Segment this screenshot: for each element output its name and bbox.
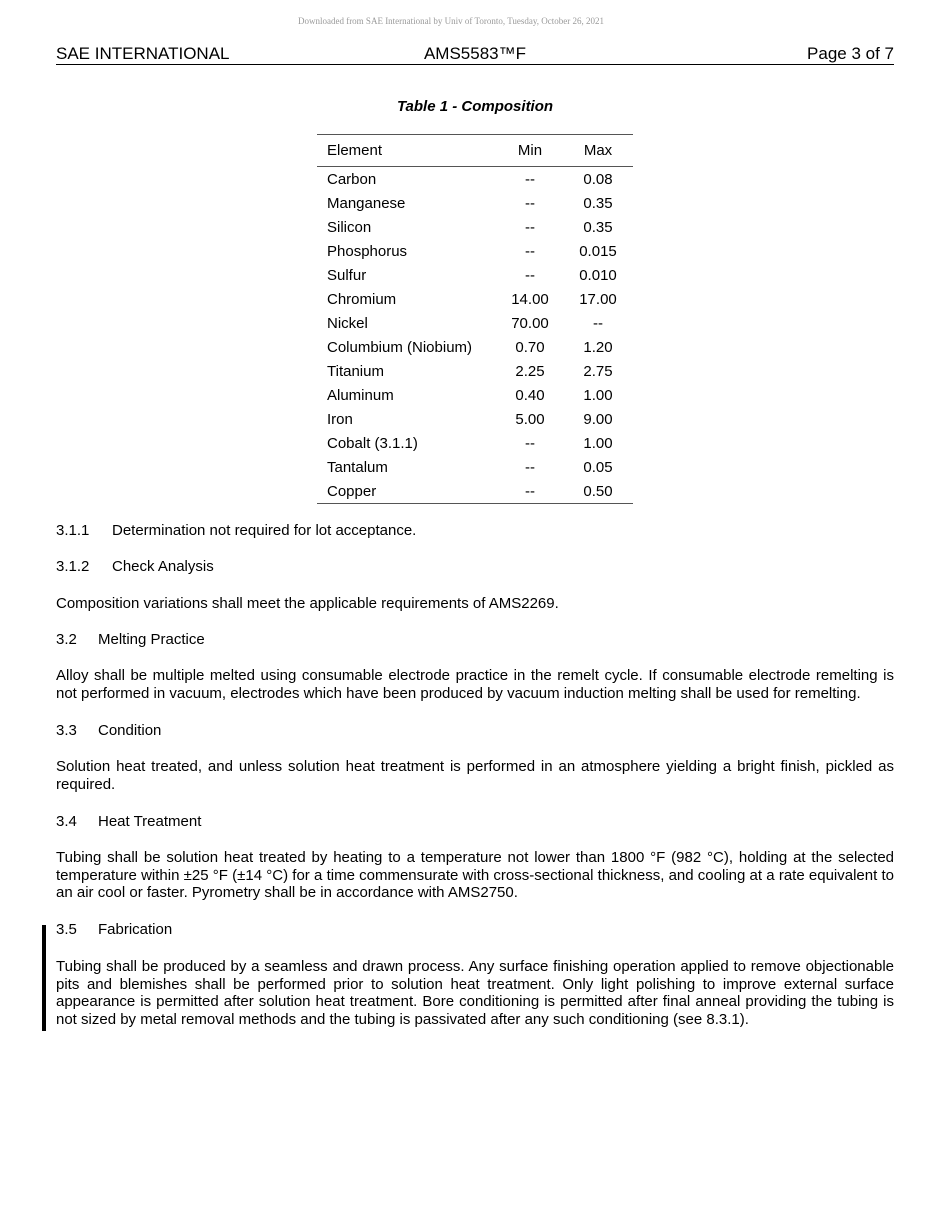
section-3-4-heading bbox=[56, 813, 894, 831]
table-row bbox=[317, 455, 633, 479]
max-cell: 9.00 bbox=[583, 410, 613, 428]
element-cell: Tantalum bbox=[327, 458, 388, 476]
max-cell: 0.05 bbox=[583, 458, 613, 476]
section-3-1-1 bbox=[56, 522, 894, 540]
element-cell: Aluminum bbox=[327, 386, 394, 404]
composition-table bbox=[317, 134, 633, 504]
min-cell: -- bbox=[525, 170, 535, 188]
table-header-row bbox=[317, 135, 633, 167]
min-cell: 14.00 bbox=[511, 290, 549, 308]
min-cell: -- bbox=[525, 482, 535, 500]
element-cell: Iron bbox=[327, 410, 353, 428]
min-cell: -- bbox=[525, 266, 535, 284]
element-cell: Copper bbox=[327, 482, 377, 500]
column-header-element: Element bbox=[317, 135, 497, 167]
table-row bbox=[317, 335, 633, 359]
table-row bbox=[317, 431, 633, 455]
section-number: 3.1.2 bbox=[56, 558, 90, 575]
min-cell: -- bbox=[525, 218, 535, 236]
section-number: 3.1.1 bbox=[56, 522, 90, 539]
max-cell: 0.35 bbox=[583, 218, 613, 236]
table-row bbox=[317, 239, 633, 263]
table-row bbox=[317, 167, 633, 192]
table-row bbox=[317, 383, 633, 407]
download-watermark: Downloaded from SAE International by Univ of Toronto, Tuesday, October 26, 2021 bbox=[297, 16, 605, 26]
section-3-5-heading bbox=[56, 921, 894, 939]
section-title: Heat Treatment bbox=[98, 813, 202, 830]
max-cell: 0.50 bbox=[583, 482, 613, 500]
min-cell: 0.40 bbox=[515, 386, 545, 404]
element-cell: Silicon bbox=[327, 218, 372, 236]
max-cell: 0.35 bbox=[583, 194, 613, 212]
section-text: Determination not required for lot acceptance. bbox=[112, 522, 417, 539]
section-number: 3.3 bbox=[56, 722, 77, 739]
table-row bbox=[317, 215, 633, 239]
table-title: Table 1 - Composition bbox=[396, 98, 554, 115]
section-number: 3.5 bbox=[56, 921, 77, 938]
max-cell: 0.08 bbox=[583, 170, 613, 188]
min-cell: -- bbox=[525, 434, 535, 452]
section-3-5-body: Tubing shall be produced by a seamless and drawn process. Any surface finishing operation applied to remove objectionable pits and blemishes shall be performed prior to solution heat treatment. Only light polishing to improve external surface appearance is permitted after solution heat treatment. Bore conditioning is permitted after final anneal providing the tubing is not sized by metal removal methods and the tubing is passivated after any such conditioning (see 8.3.1). bbox=[56, 958, 894, 1028]
revision-change-bar bbox=[42, 925, 46, 1031]
section-title: Fabrication bbox=[98, 921, 173, 938]
page-header bbox=[56, 44, 894, 65]
section-3-3-heading bbox=[56, 722, 894, 740]
section-3-4-body: Tubing shall be solution heat treated by heating to a temperature not lower than 1800 °F (982 °C), holding at the selected temperature within ±25 °F (±14 °C) for a time commensurate with cross-sectional thickness, and cooling at a rate equivalent to an air cool or faster. Pyrometry shall be in accordance with AMS2750. bbox=[56, 849, 894, 901]
table-row bbox=[317, 191, 633, 215]
section-title: Check Analysis bbox=[112, 558, 214, 575]
element-cell: Titanium bbox=[327, 362, 384, 380]
section-3-3-body: Solution heat treated, and unless solution heat treatment is performed in an atmosphere yielding a bright finish, pickled as required. bbox=[56, 758, 894, 793]
min-cell: 70.00 bbox=[511, 314, 549, 332]
section-3-1-2-heading bbox=[56, 558, 894, 576]
section-title: Melting Practice bbox=[98, 631, 205, 648]
max-cell: 1.00 bbox=[583, 434, 613, 452]
max-cell: 0.010 bbox=[579, 266, 617, 284]
max-cell: 17.00 bbox=[579, 290, 617, 308]
min-cell: 2.25 bbox=[515, 362, 545, 380]
table-row bbox=[317, 479, 633, 504]
element-cell: Carbon bbox=[327, 170, 377, 188]
min-cell: -- bbox=[525, 194, 535, 212]
element-cell: Chromium bbox=[327, 290, 397, 308]
min-cell: 5.00 bbox=[515, 410, 545, 428]
table-row bbox=[317, 263, 633, 287]
header-document-number: AMS5583™F bbox=[423, 44, 527, 63]
table-row bbox=[317, 287, 633, 311]
section-3-2-body: Alloy shall be multiple melted using consumable electrode practice in the remelt cycle. If consumable electrode remelting is not performed in vacuum, electrodes which have been produced by vacuum induction melting shall be used for remelting. bbox=[56, 667, 894, 702]
max-cell: 0.015 bbox=[579, 242, 617, 260]
section-number: 3.2 bbox=[56, 631, 77, 648]
table-row bbox=[317, 311, 633, 335]
element-cell: Sulfur bbox=[327, 266, 367, 284]
max-cell: -- bbox=[593, 314, 603, 332]
header-page-number: Page 3 of 7 bbox=[807, 44, 894, 63]
element-cell: Phosphorus bbox=[327, 242, 408, 260]
table-row bbox=[317, 359, 633, 383]
header-organization: SAE INTERNATIONAL bbox=[56, 44, 230, 63]
section-3-1-2-body: Composition variations shall meet the applicable requirements of AMS2269. bbox=[56, 595, 559, 612]
column-header-max: Max bbox=[563, 135, 633, 167]
section-title: Condition bbox=[98, 722, 162, 739]
max-cell: 2.75 bbox=[583, 362, 613, 380]
section-3-2-heading bbox=[56, 631, 894, 649]
min-cell: 0.70 bbox=[515, 338, 545, 356]
max-cell: 1.00 bbox=[583, 386, 613, 404]
min-cell: -- bbox=[525, 242, 535, 260]
max-cell: 1.20 bbox=[583, 338, 613, 356]
element-cell: Columbium (Niobium) bbox=[327, 338, 473, 356]
element-cell: Manganese bbox=[327, 194, 406, 212]
min-cell: -- bbox=[525, 458, 535, 476]
table-row bbox=[317, 407, 633, 431]
column-header-min: Min bbox=[497, 135, 563, 167]
section-number: 3.4 bbox=[56, 813, 77, 830]
element-cell: Nickel bbox=[327, 314, 368, 332]
element-cell: Cobalt (3.1.1) bbox=[327, 434, 418, 452]
